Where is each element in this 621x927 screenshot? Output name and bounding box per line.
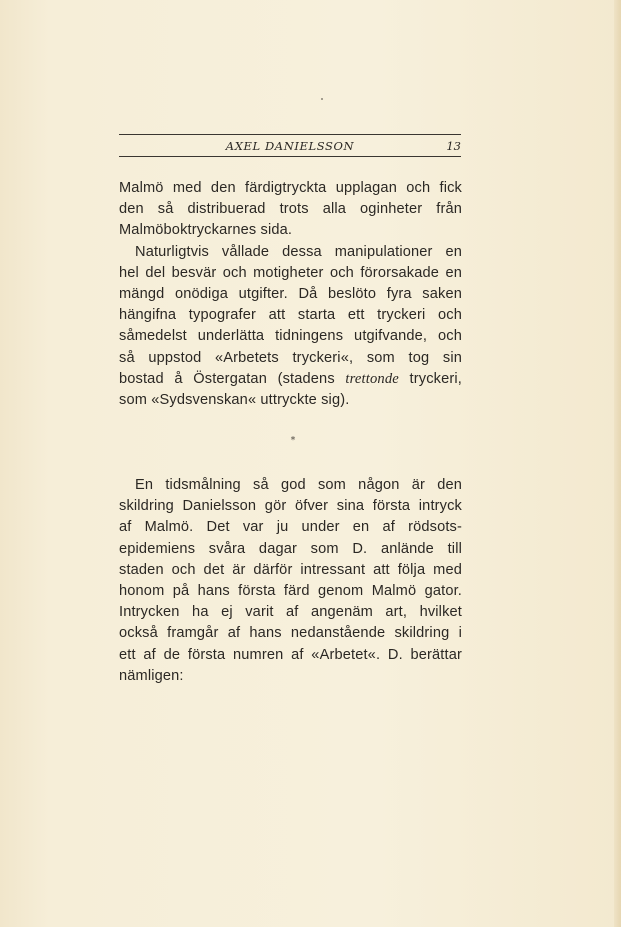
running-head-author: AXEL DANIELSSON xyxy=(225,139,355,153)
text-line: staden och det är därför intressant att följa med xyxy=(119,561,462,578)
text-line: hel del besvär och motigheter och förorsakade en xyxy=(119,264,462,281)
text-line: mängd onödiga utgifter. Då beslöto fyra saken xyxy=(119,285,462,302)
text-line: såmedelst underlätta tidningens utgifvande, och xyxy=(119,328,462,345)
header-rule-bottom xyxy=(119,156,461,157)
text-line: Malmö med den färdigtryckta upplagan och fick xyxy=(119,180,462,196)
section-separator: * xyxy=(290,436,296,446)
text-line xyxy=(119,369,462,390)
text-line: så uppstod «Arbetets tryckeri«, som tog sin xyxy=(119,349,462,366)
text-line: Naturligtvis vållade dessa manipulationer en xyxy=(135,243,462,260)
text-line: epidemiens svåra dagar som D. anlände till xyxy=(119,540,462,557)
print-speck xyxy=(321,98,323,100)
text-line: ett af de första numren af «Arbetet«. D. berättar xyxy=(119,646,462,663)
text-segment: tryckeri, xyxy=(398,370,462,387)
text-line: hängifna typografer att starta ett tryckeri och xyxy=(119,307,462,324)
text-line: Intrycken ha ej varit af angenäm art, hvilket xyxy=(119,604,462,621)
text-segment: bostad å Östergatan (stadens xyxy=(119,370,346,387)
paragraph-2 xyxy=(119,475,462,687)
text-line: också framgår af hans nedanstående skildring i xyxy=(119,625,462,642)
text-line: skildring Danielsson gör öfver sina första intryck xyxy=(119,498,462,515)
page-number: 13 xyxy=(446,139,461,153)
italic-word: trettonde xyxy=(345,370,399,387)
header-rule-top xyxy=(119,134,461,135)
text-line: honom på hans första färd genom Malmö gator. xyxy=(119,582,462,599)
paragraph-1 xyxy=(119,178,462,411)
text-line: af Malmö. Det var ju under en af rödsots- xyxy=(119,519,462,536)
text-line: den så distribuerad trots alla oginheter från xyxy=(119,201,462,218)
text-line: nämligen: xyxy=(119,667,184,684)
text-line: som «Sydsvenskan« uttryckte sig). xyxy=(119,391,350,408)
text-line: Malmöboktryckarnes sida. xyxy=(119,222,293,239)
page-edge xyxy=(614,0,621,927)
text-line: En tidsmålning så god som någon är den xyxy=(135,477,462,493)
